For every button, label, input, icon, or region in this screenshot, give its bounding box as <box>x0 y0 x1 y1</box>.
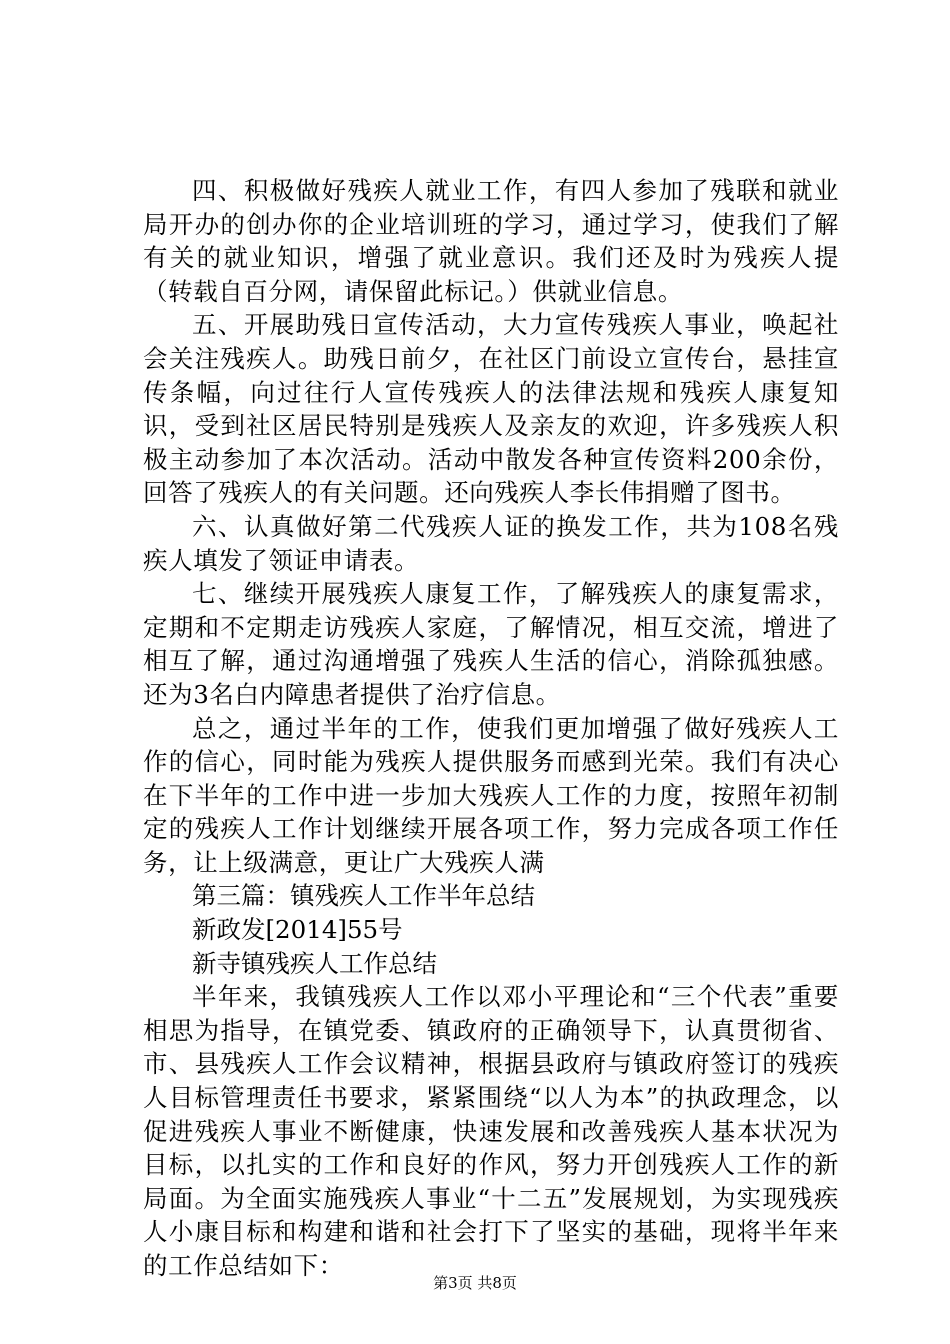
section-title: 第三篇：镇残疾人工作半年总结 <box>192 881 535 911</box>
document-body <box>143 174 839 1283</box>
paragraph-certificate: 六、认真做好第二代残疾人证的换发工作，共为108名残疾人填发了领证申请表。 <box>143 511 839 575</box>
document-number: 新政发[2014]55号 <box>192 915 403 945</box>
document-title: 新寺镇残疾人工作总结 <box>192 948 437 978</box>
paragraph-intro: 半年来，我镇残疾人工作以邓小平理论和“三个代表”重要相思为指导，在镇党委、镇政府的正确领导下，认真贯彻省、市、县残疾人工作会议精神，根据县政府与镇政府签订的残疾人目标管理责任书要求，紧紧围绕“以人为本”的执政理念，以促进残疾人事业不断健康，快速发展和改善残疾人基本状况为目标，以扎实的工作和良好的作风，努力开创残疾人工作的新局面。为全面实施残疾人事业“十二五”发展规划，为实现残疾人小康目标和构建和谐和社会打下了坚实的基础，现将半年来的工作总结如下： <box>143 982 839 1280</box>
paragraph-rehabilitation: 七、继续开展残疾人康复工作，了解残疾人的康复需求，定期和不定期走访残疾人家庭，了解情况，相互交流，增进了相互了解，通过沟通增强了残疾人生活的信心，消除孤独感。还为3名白内障患者提供了治疗信息。 <box>143 579 839 709</box>
paragraph-employment: 四、积极做好残疾人就业工作，有四人参加了残联和就业局开办的创办你的企业培训班的学习，通过学习，使我们了解有关的就业知识，增强了就业意识。我们还及时为残疾人提（转载自百分网，请保留此标记。）供就业信息。 <box>143 176 839 306</box>
paragraph-publicity: 五、开展助残日宣传活动，大力宣传残疾人事业，唤起社会关注残疾人。助残日前夕，在社区门前设立宣传台，悬挂宣传条幅，向过往行人宣传残疾人的法律法规和残疾人康复知识，受到社区居民特别是残疾人及亲友的欢迎，许多残疾人积极主动参加了本次活动。活动中散发各种宣传资料200余份，回答了残疾人的有关问题。还向残疾人李长伟捐赠了图书。 <box>143 310 839 508</box>
page-footer: 第3页 共8页 <box>433 1274 517 1292</box>
paragraph-conclusion: 总之，通过半年的工作，使我们更加增强了做好残疾人工作的信心，同时能为残疾人提供服务而感到光荣。我们有决心在下半年的工作中进一步加大残疾人工作的力度，按照年初制定的残疾人工作计划继续开展各项工作，努力完成各项工作任务，让上级满意，更让广大残疾人满 <box>143 713 839 877</box>
